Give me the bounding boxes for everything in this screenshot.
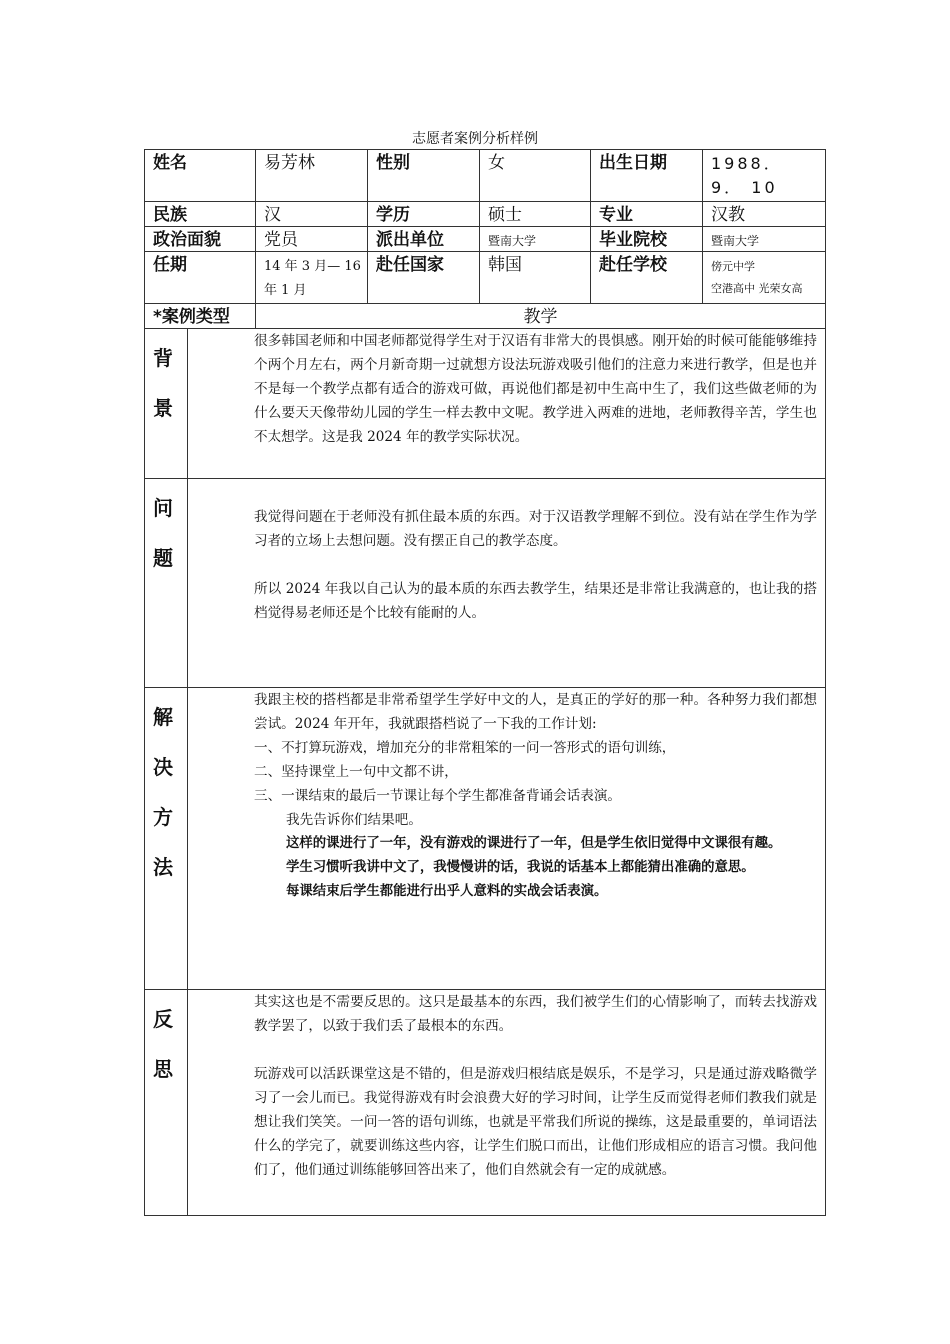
- background-label-char-1: 背: [153, 346, 173, 370]
- dispatch-value: 暨南大学: [480, 227, 591, 252]
- country-label: 赴任国家: [368, 252, 480, 304]
- reflection-label-char-2: 思: [153, 1057, 173, 1081]
- education-value: 硕士: [480, 202, 591, 227]
- political-value: 党员: [256, 227, 368, 252]
- major-value: 汉教: [703, 202, 826, 227]
- solution-item-2: 二、坚持课堂上一句中文都不讲，: [254, 764, 458, 780]
- document-title: 志愿者案例分析样例: [412, 131, 538, 147]
- solution-label-char-4: 法: [153, 855, 173, 879]
- problem-label-char-2: 题: [153, 546, 173, 570]
- reflection-paragraph-1: 其实这也是不需要反思的。这只是最基本的东西，我们被学生们的心情影响了，而转去找游戏教学罢了，以致于我们丢了最根本的东西。: [254, 994, 817, 1034]
- section-reflection: [145, 990, 826, 1216]
- school-value-line2: 空港高中 光荣女高: [711, 282, 803, 295]
- background-paragraph: 很多韩国老师和中国老师都觉得学生对于汉语有非常大的畏惧感。刚开始的时候可能能够维持个两个月左右，两个月新奇期一过就想方设法玩游戏吸引他们的注意力来进行教学，但是也并不是每一个教学点都有适合的游戏可做，再说他们都是初中生高中生了，我们这些做老师的为什么要天天像带幼儿园的学生一样去教中文呢。教学进入两难的进地，老师教得辛苦，学生也不太想学。这是我 2024 年的教学实际状况。: [254, 333, 817, 445]
- solution-label-char-2: 决: [153, 755, 173, 779]
- background-label-char-2: 景: [153, 396, 173, 420]
- case-type-label: *案例类型: [145, 304, 256, 329]
- reflection-label: [145, 990, 188, 1216]
- problem-text: [188, 479, 826, 688]
- solution-label-char-3: 方: [153, 805, 173, 829]
- birth-label: 出生日期: [591, 150, 703, 202]
- row-name: [145, 150, 826, 202]
- row-case-type: [145, 304, 826, 329]
- ethnicity-value: 汉: [256, 202, 368, 227]
- solution-label: [145, 688, 188, 990]
- name-value: 易芳林: [256, 150, 368, 202]
- solution-result-3: 每课结束后学生都能进行出乎人意料的实战会话表演。: [286, 884, 608, 899]
- problem-paragraph-2: 所以 2024 年我以自己认为的最本质的东西去教学生，结果还是非常让我满意的，也让我的搭档觉得易老师还是个比较有能耐的人。: [254, 581, 817, 621]
- reflection-paragraph-2: 玩游戏可以活跃课堂这是不错的，但是游戏归根结底是娱乐，不是学习，只是通过游戏略微学习了一会儿而已。我觉得游戏有时会浪费大好的学习时间，让学生反而觉得老师们教我们就是想让我们笑笑。一问一答的语句训练，也就是平常我们所说的操练，这是最重要的，单词语法什么的学完了，就要训练这些内容，让学生们脱口而出，让他们形成相应的语言习惯。我问他们了，他们通过训练能够回答出来了，他们自然就会有一定的成就感。: [254, 1066, 817, 1178]
- political-label: 政治面貌: [145, 227, 256, 252]
- gender-value: 女: [480, 150, 591, 202]
- graduate-label: 毕业院校: [591, 227, 703, 252]
- solution-label-char-1: 解: [153, 705, 173, 729]
- education-label: 学历: [368, 202, 480, 227]
- term-value: 14 年 3 月— 16 年 1 月: [256, 252, 368, 304]
- solution-result-1: 这样的课进行了一年，没有游戏的课进行了一年，但是学生依旧觉得中文课很有趣。: [286, 836, 782, 851]
- solution-item-3: 三、一课结束的最后一节课让每个学生都准备背诵会话表演。: [254, 788, 622, 804]
- row-term: [145, 252, 826, 304]
- ethnicity-label: 民族: [145, 202, 256, 227]
- major-label: 专业: [591, 202, 703, 227]
- reflection-text: [188, 990, 826, 1216]
- section-problem: [145, 479, 826, 688]
- case-type-value: 教学: [256, 304, 826, 329]
- problem-label-char-1: 问: [153, 496, 173, 520]
- solution-result-intro: 我先告诉你们结果吧。: [286, 812, 422, 828]
- section-background: [145, 329, 826, 479]
- row-political: [145, 227, 826, 252]
- reflection-label-char-1: 反: [153, 1007, 173, 1031]
- school-label: 赴任学校: [591, 252, 703, 304]
- solution-text: [188, 688, 826, 990]
- graduate-value: 暨南大学: [703, 227, 826, 252]
- school-value: [703, 252, 826, 304]
- country-value: 韩国: [480, 252, 591, 304]
- background-text: [188, 329, 826, 479]
- solution-item-1: 一、不打算玩游戏，增加充分的非常粗笨的一问一答形式的语句训练，: [254, 740, 676, 756]
- row-ethnicity: [145, 202, 826, 227]
- background-label: [145, 329, 188, 479]
- gender-label: 性别: [368, 150, 480, 202]
- dispatch-label: 派出单位: [368, 227, 480, 252]
- name-label: 姓名: [145, 150, 256, 202]
- birth-value: 1988． 9． 10: [703, 150, 826, 202]
- school-value-line1: 傍元中学: [711, 260, 755, 273]
- solution-paragraph-1: 我跟主校的搭档都是非常希望学生学好中文的人，是真正的学好的那一种。各种努力我们都想尝试。2024 年开年，我就跟搭档说了一下我的工作计划:: [254, 692, 817, 732]
- solution-result-2: 学生习惯听我讲中文了，我慢慢讲的话，我说的话基本上都能猜出准确的意思。: [286, 860, 755, 875]
- problem-paragraph-1: 我觉得问题在于老师没有抓住最本质的东西。对于汉语教学理解不到位。没有站在学生作为学习者的立场上去想问题。没有摆正自己的教学态度。: [254, 509, 817, 549]
- section-solution: [145, 688, 826, 990]
- case-analysis-form: [144, 149, 826, 1216]
- term-label: 任期: [145, 252, 256, 304]
- problem-label: [145, 479, 188, 688]
